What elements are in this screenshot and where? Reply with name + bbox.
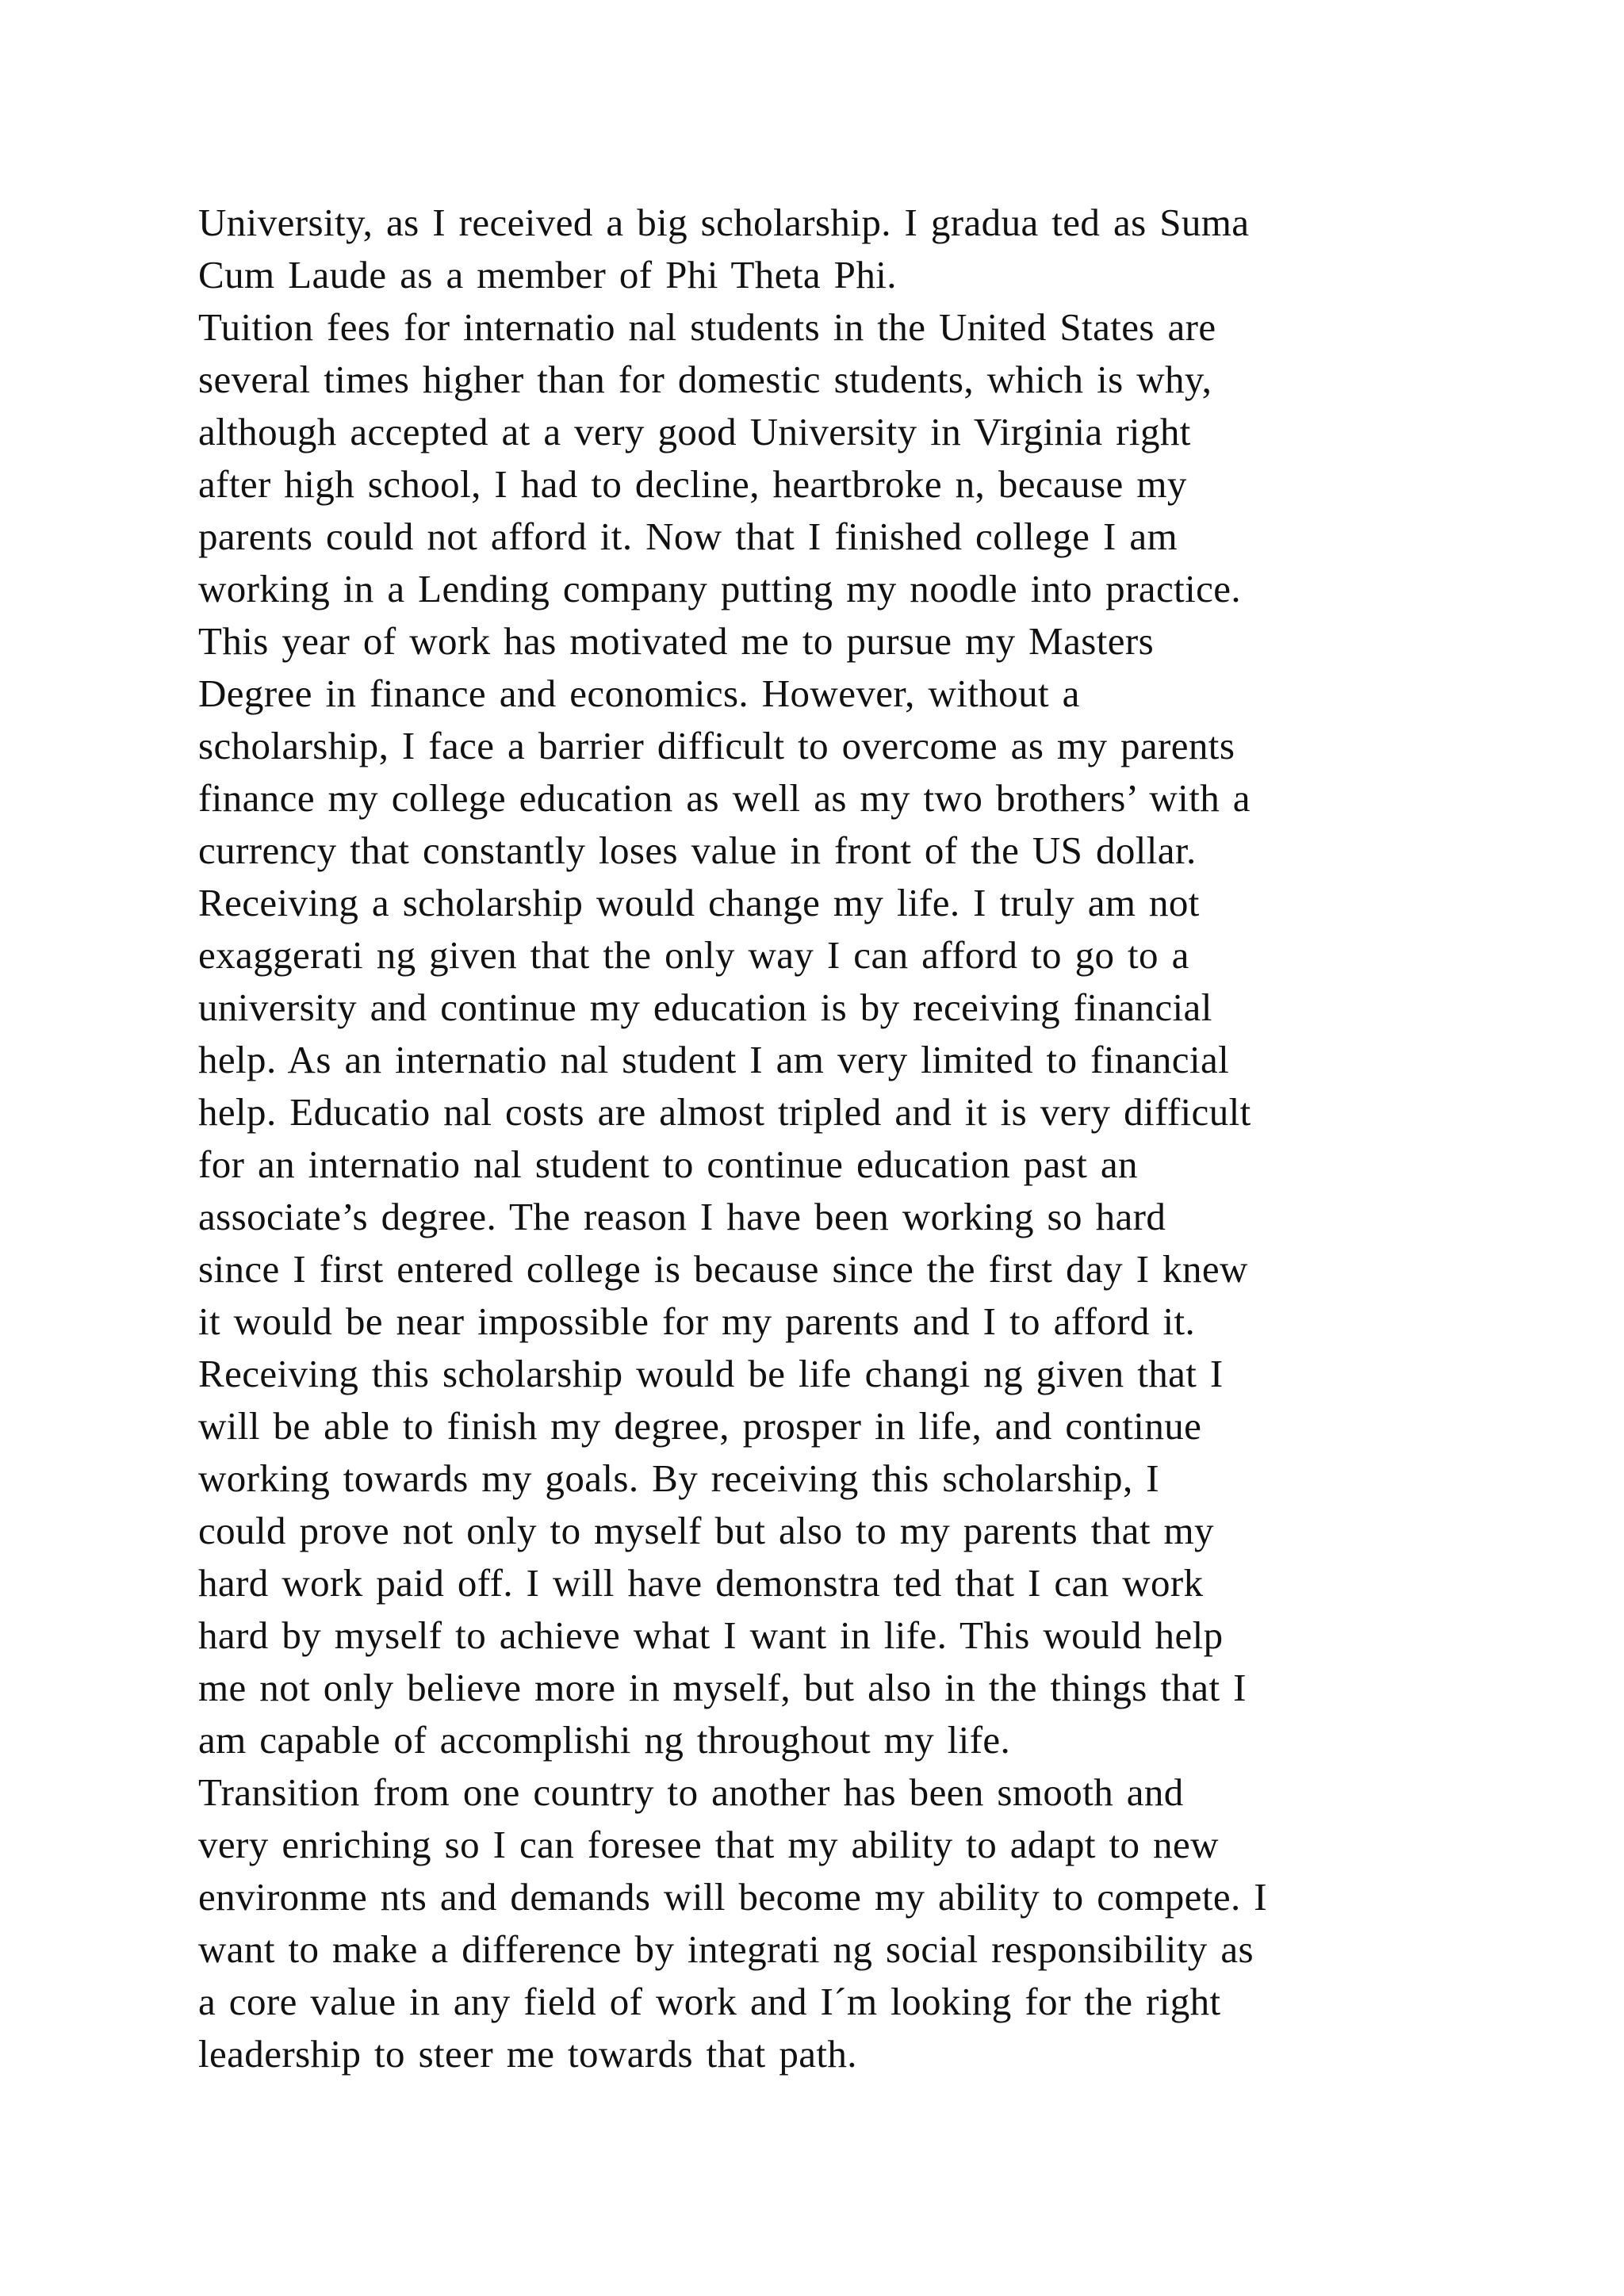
text-line: Transition from one country to another has been smooth and <box>198 1770 1184 1814</box>
text-line: environme nts and demands will become my ability to compete. I <box>198 1875 1268 1919</box>
text-line: leadership to steer me towards that path. <box>198 2032 857 2076</box>
text-line: working in a Lending company putting my noodle into practice. <box>198 567 1242 610</box>
text-line: university and continue my education is by receiving financial <box>198 985 1212 1029</box>
text-line: very enriching so I can foresee that my ability to adapt to new <box>198 1823 1219 1866</box>
text-line: help. As an internatio nal student I am very limited to financial <box>198 1038 1230 1081</box>
text-line: associate’s degree. The reason I have been working so hard <box>198 1195 1166 1238</box>
text-line: hard by myself to achieve what I want in life. This would help <box>198 1613 1224 1657</box>
text-line: help. Educatio nal costs are almost tripled and it is very difficult <box>198 1090 1251 1134</box>
text-line: it would be near impossible for my parents and I to afford it. <box>198 1299 1196 1343</box>
text-line: hard work paid off. I will have demonstra ted that I can work <box>198 1561 1204 1605</box>
text-line: could prove not only to myself but also to my parents that my <box>198 1509 1214 1552</box>
text-line: scholarship, I face a barrier difficult to overcome as my parents <box>198 724 1235 767</box>
text-line: am capable of accomplishi ng throughout my life. <box>198 1718 1011 1762</box>
text-line: since I first entered college is because since the first day I knew <box>198 1247 1248 1291</box>
text-line: Tuition fees for internatio nal students in the United States are <box>198 305 1216 349</box>
text-line: exaggerati ng given that the only way I can afford to go to a <box>198 933 1189 977</box>
text-line: working towards my goals. By receiving this scholarship, I <box>198 1456 1159 1500</box>
text-line: will be able to finish my degree, prosper in life, and continue <box>198 1404 1202 1448</box>
essay-text <box>198 197 1483 2080</box>
text-line: Degree in finance and economics. However, without a <box>198 672 1080 715</box>
text-line: after high school, I had to decline, heartbroke n, because my <box>198 462 1187 506</box>
text-line: finance my college education as well as my two brothers’ with a <box>198 776 1251 820</box>
text-line: currency that constantly loses value in front of the US dollar. <box>198 828 1197 872</box>
text-line: Receiving a scholarship would change my life. I truly am not <box>198 881 1200 924</box>
text-line: Cum Laude as a member of Phi Theta Phi. <box>198 253 897 297</box>
text-line: This year of work has motivated me to pursue my Masters <box>198 619 1155 663</box>
text-line: Receiving this scholarship would be life changi ng given that I <box>198 1352 1224 1395</box>
text-line: me not only believe more in myself, but also in the things that I <box>198 1666 1247 1709</box>
text-line: a core value in any field of work and I´m looking for the right <box>198 1980 1221 2023</box>
text-line: want to make a difference by integrati ng social responsibility as <box>198 1927 1254 1971</box>
text-line: parents could not afford it. Now that I finished college I am <box>198 515 1178 558</box>
text-line: several times higher than for domestic students, which is why, <box>198 358 1212 401</box>
text-line: for an internatio nal student to continue education past an <box>198 1142 1138 1186</box>
text-line: University, as I received a big scholarship. I gradua ted as Suma <box>198 201 1250 244</box>
text-line: although accepted at a very good University in Virginia right <box>198 410 1191 453</box>
